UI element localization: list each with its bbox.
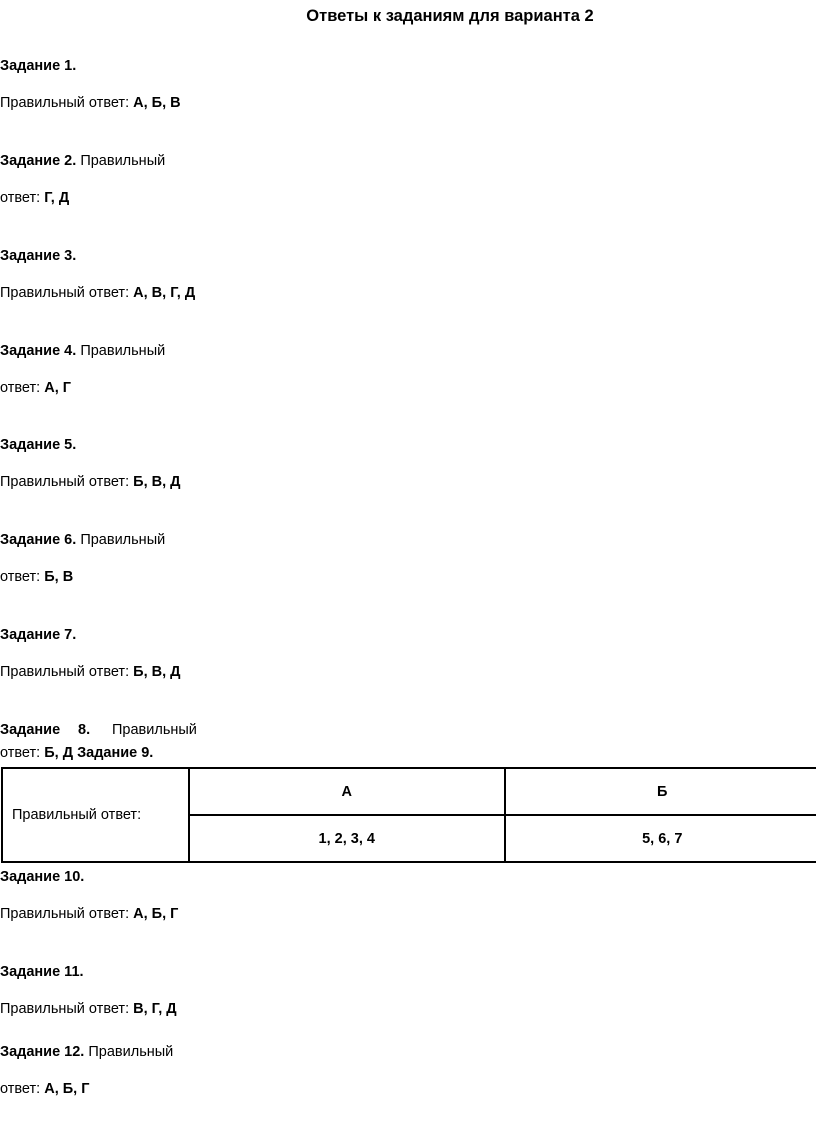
- answer-prefix: Правильный ответ:: [0, 664, 130, 680]
- task-6-answer-line: [0, 570, 73, 585]
- task-4-answer-line: [0, 381, 71, 396]
- answer-value: Г, Д: [44, 190, 70, 206]
- task-11-answer-line: [0, 1002, 177, 1017]
- task-4-heading-line: [0, 344, 165, 359]
- answer-value: Б, В, Д: [133, 474, 181, 490]
- answer-prefix: Правильный ответ:: [0, 1001, 130, 1017]
- task-3-answer-line: [0, 286, 195, 301]
- task-5-answer-line: [0, 475, 180, 490]
- task-7-answer-line: [0, 665, 180, 680]
- answer-prefix: Правильный ответ:: [0, 906, 130, 922]
- table-header-a: А: [189, 768, 505, 815]
- answer-value: Б, В: [44, 569, 74, 585]
- answer-value: А, Б, Г: [44, 1081, 90, 1097]
- table-header-b: Б: [505, 768, 816, 815]
- task-1-heading: Задание 1.: [0, 58, 77, 74]
- answer-value: В, Г, Д: [133, 1001, 177, 1017]
- task-2-heading-line: [0, 154, 165, 169]
- task-8-answer-line: [0, 746, 153, 761]
- task-10-answer-line: [0, 907, 178, 922]
- task-9-heading: Задание 9.: [77, 745, 154, 761]
- task-3-heading: Задание 3.: [0, 248, 77, 264]
- task-12-heading-line: [0, 1045, 173, 1060]
- task-4-heading: Задание 4.: [0, 343, 77, 359]
- answer-prefix-start: Правильный: [80, 343, 166, 359]
- answer-value: А, В, Г, Д: [133, 285, 196, 301]
- task-6-heading: Задание 6.: [0, 532, 77, 548]
- answer-value: А, Б, Г: [133, 906, 179, 922]
- answer-prefix-start: Правильный: [80, 153, 166, 169]
- answer-prefix: Правильный ответ:: [0, 474, 130, 490]
- task-1-answer-line: [0, 96, 181, 111]
- task-2-answer-line: [0, 191, 69, 206]
- task-2-heading: Задание 2.: [0, 153, 77, 169]
- table-value-a: 1, 2, 3, 4: [189, 815, 505, 862]
- page-title: Ответы к заданиям для варианта 2: [306, 7, 594, 25]
- answer-prefix-start: Правильный: [112, 722, 197, 738]
- answer-prefix: ответ:: [0, 1081, 41, 1097]
- answer-prefix: Правильный ответ:: [0, 95, 130, 111]
- task-5-heading: Задание 5.: [0, 437, 77, 453]
- task-12-heading: Задание 12.: [0, 1044, 85, 1060]
- task-11-heading: Задание 11.: [0, 964, 84, 980]
- task-7-heading: Задание 7.: [0, 627, 77, 643]
- answer-value: А, Г: [44, 380, 71, 396]
- answer-prefix: ответ:: [0, 745, 41, 761]
- answer-prefix: ответ:: [0, 380, 41, 396]
- answer-prefix: ответ:: [0, 569, 41, 585]
- answer-prefix-start: Правильный: [88, 1044, 174, 1060]
- task-8-heading-number: 8.: [78, 722, 91, 738]
- table-value-b: 5, 6, 7: [505, 815, 816, 862]
- task-6-heading-line: [0, 533, 165, 548]
- task-8-heading-word: Задание: [0, 722, 61, 738]
- answer-value: Б, Д: [44, 745, 74, 761]
- task-12-answer-line: [0, 1082, 89, 1097]
- task-10-heading: Задание 10.: [0, 869, 85, 885]
- answer-value: А, Б, В: [133, 95, 181, 111]
- task-9-answer-table: [1, 767, 816, 863]
- table-label-cell: Правильный ответ:: [2, 768, 189, 862]
- answer-value: Б, В, Д: [133, 664, 181, 680]
- answer-prefix: ответ:: [0, 190, 41, 206]
- answer-prefix: Правильный ответ:: [0, 285, 130, 301]
- answer-prefix-start: Правильный: [80, 532, 166, 548]
